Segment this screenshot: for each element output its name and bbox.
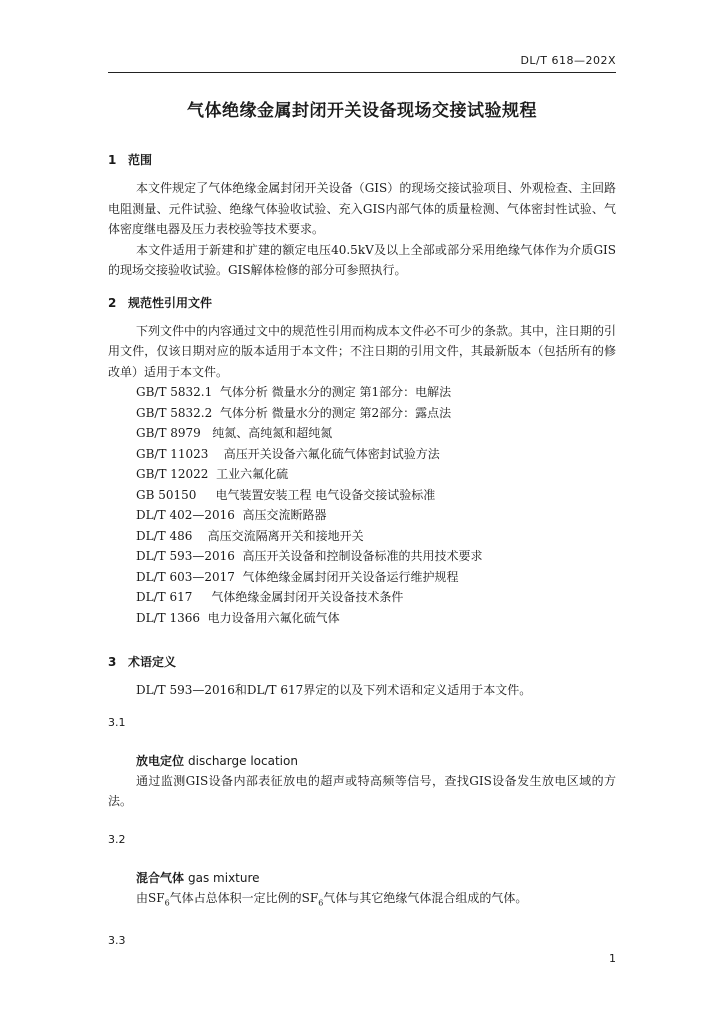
reference-item: GB 50150 电气装置安装工程 电气设备交接试验标准: [136, 487, 436, 502]
section-title: 规范性引用文件: [128, 295, 213, 310]
term-definition: 通过监测GIS设备内部表征放电的超声或特高频等信号，查找GIS设备发生放电区域的方法。: [108, 773, 616, 808]
section-number: 3: [108, 655, 117, 669]
terms-intro: DL/T 593—2016和DL/T 617界定的以及下列术语和定义适用于本文件。: [136, 683, 532, 697]
reference-item: DL/T 1366 电力设备用六氟化硫气体: [136, 610, 340, 625]
term-zh: 混合气体: [136, 870, 185, 885]
term-heading-gas-mixture: [108, 868, 616, 888]
reference-item: GB/T 5832.2 气体分析 微量水分的测定 第2部分：露点法: [136, 405, 452, 420]
term-number: 3.3: [108, 934, 126, 948]
document-title: 气体绝缘金属封闭开关设备现场交接试验规程: [187, 101, 537, 121]
reference-item: GB/T 12022 工业六氟化硫: [136, 467, 289, 481]
term-heading-discharge-location: [108, 751, 616, 771]
reference-item: DL/T 593—2016 高压开关设备和控制设备标准的共用技术要求: [136, 549, 483, 563]
reference-item: DL/T 402—2016 高压交流断路器: [136, 508, 327, 522]
section-title: 范围: [128, 153, 153, 167]
section-heading-terms: [108, 652, 616, 672]
document-body: [108, 150, 616, 951]
header-divider: [108, 72, 616, 73]
term-number: 3.1: [108, 715, 126, 729]
reference-list: [108, 382, 616, 628]
references-intro: 下列文件中的内容通过文中的规范性引用而构成本文件必不可少的条款。其中，注日期的引用文件，仅该日期对应的版本适用于本文件；不注日期的引用文件，其最新版本（包括所有的修改单）适用于本文件。: [108, 323, 617, 379]
reference-item: DL/T 486 高压交流隔离开关和接地开关: [136, 528, 364, 543]
section-number: 1: [108, 153, 117, 167]
scope-paragraph-2: 本文件适用于新建和扩建的额定电压40.5kV及以上全部或部分采用绝缘气体作为介质GIS的现场交接验收试验。GIS解体检修的部分可参照执行。: [108, 242, 616, 277]
term-number: 3.2: [108, 832, 126, 846]
reference-item: GB/T 8979 纯氮、高纯氮和超纯氮: [136, 426, 333, 440]
scope-paragraph-1: 本文件规定了气体绝缘金属封闭开关设备（GIS）的现场交接试验项目、外观检查、主回路电阻测量、元件试验、绝缘气体验收试验、充入GIS内部气体的质量检测、气体密封性试验、气体密度继电器及压力表校验等技术要求。: [108, 181, 616, 236]
section-number: 2: [108, 295, 117, 310]
section-title: 术语定义: [128, 655, 177, 669]
standard-code: DL/T 618—202X: [520, 54, 616, 67]
section-heading-normative-references: [108, 293, 616, 313]
term-definition: 由$SF_6$气体占总体积一定比例的$SF_6$气体与其它绝缘气体混合组成的气体。: [136, 890, 528, 907]
page-number: 1: [609, 952, 616, 965]
reference-item: GB/T 5832.1 气体分析 微量水分的测定 第1部分：电解法: [136, 385, 452, 399]
term-zh: 放电定位: [136, 753, 185, 768]
term-en: gas mixture: [188, 870, 260, 885]
reference-item: DL/T 603—2017 气体绝缘金属封闭开关设备运行维护规程: [136, 569, 459, 584]
reference-item: DL/T 617 气体绝缘金属封闭开关设备技术条件: [136, 590, 404, 604]
term-en: discharge location: [188, 753, 298, 768]
reference-item: GB/T 11023 高压开关设备六氟化硫气体密封试验方法: [136, 446, 440, 461]
section-heading-scope: [108, 150, 616, 170]
